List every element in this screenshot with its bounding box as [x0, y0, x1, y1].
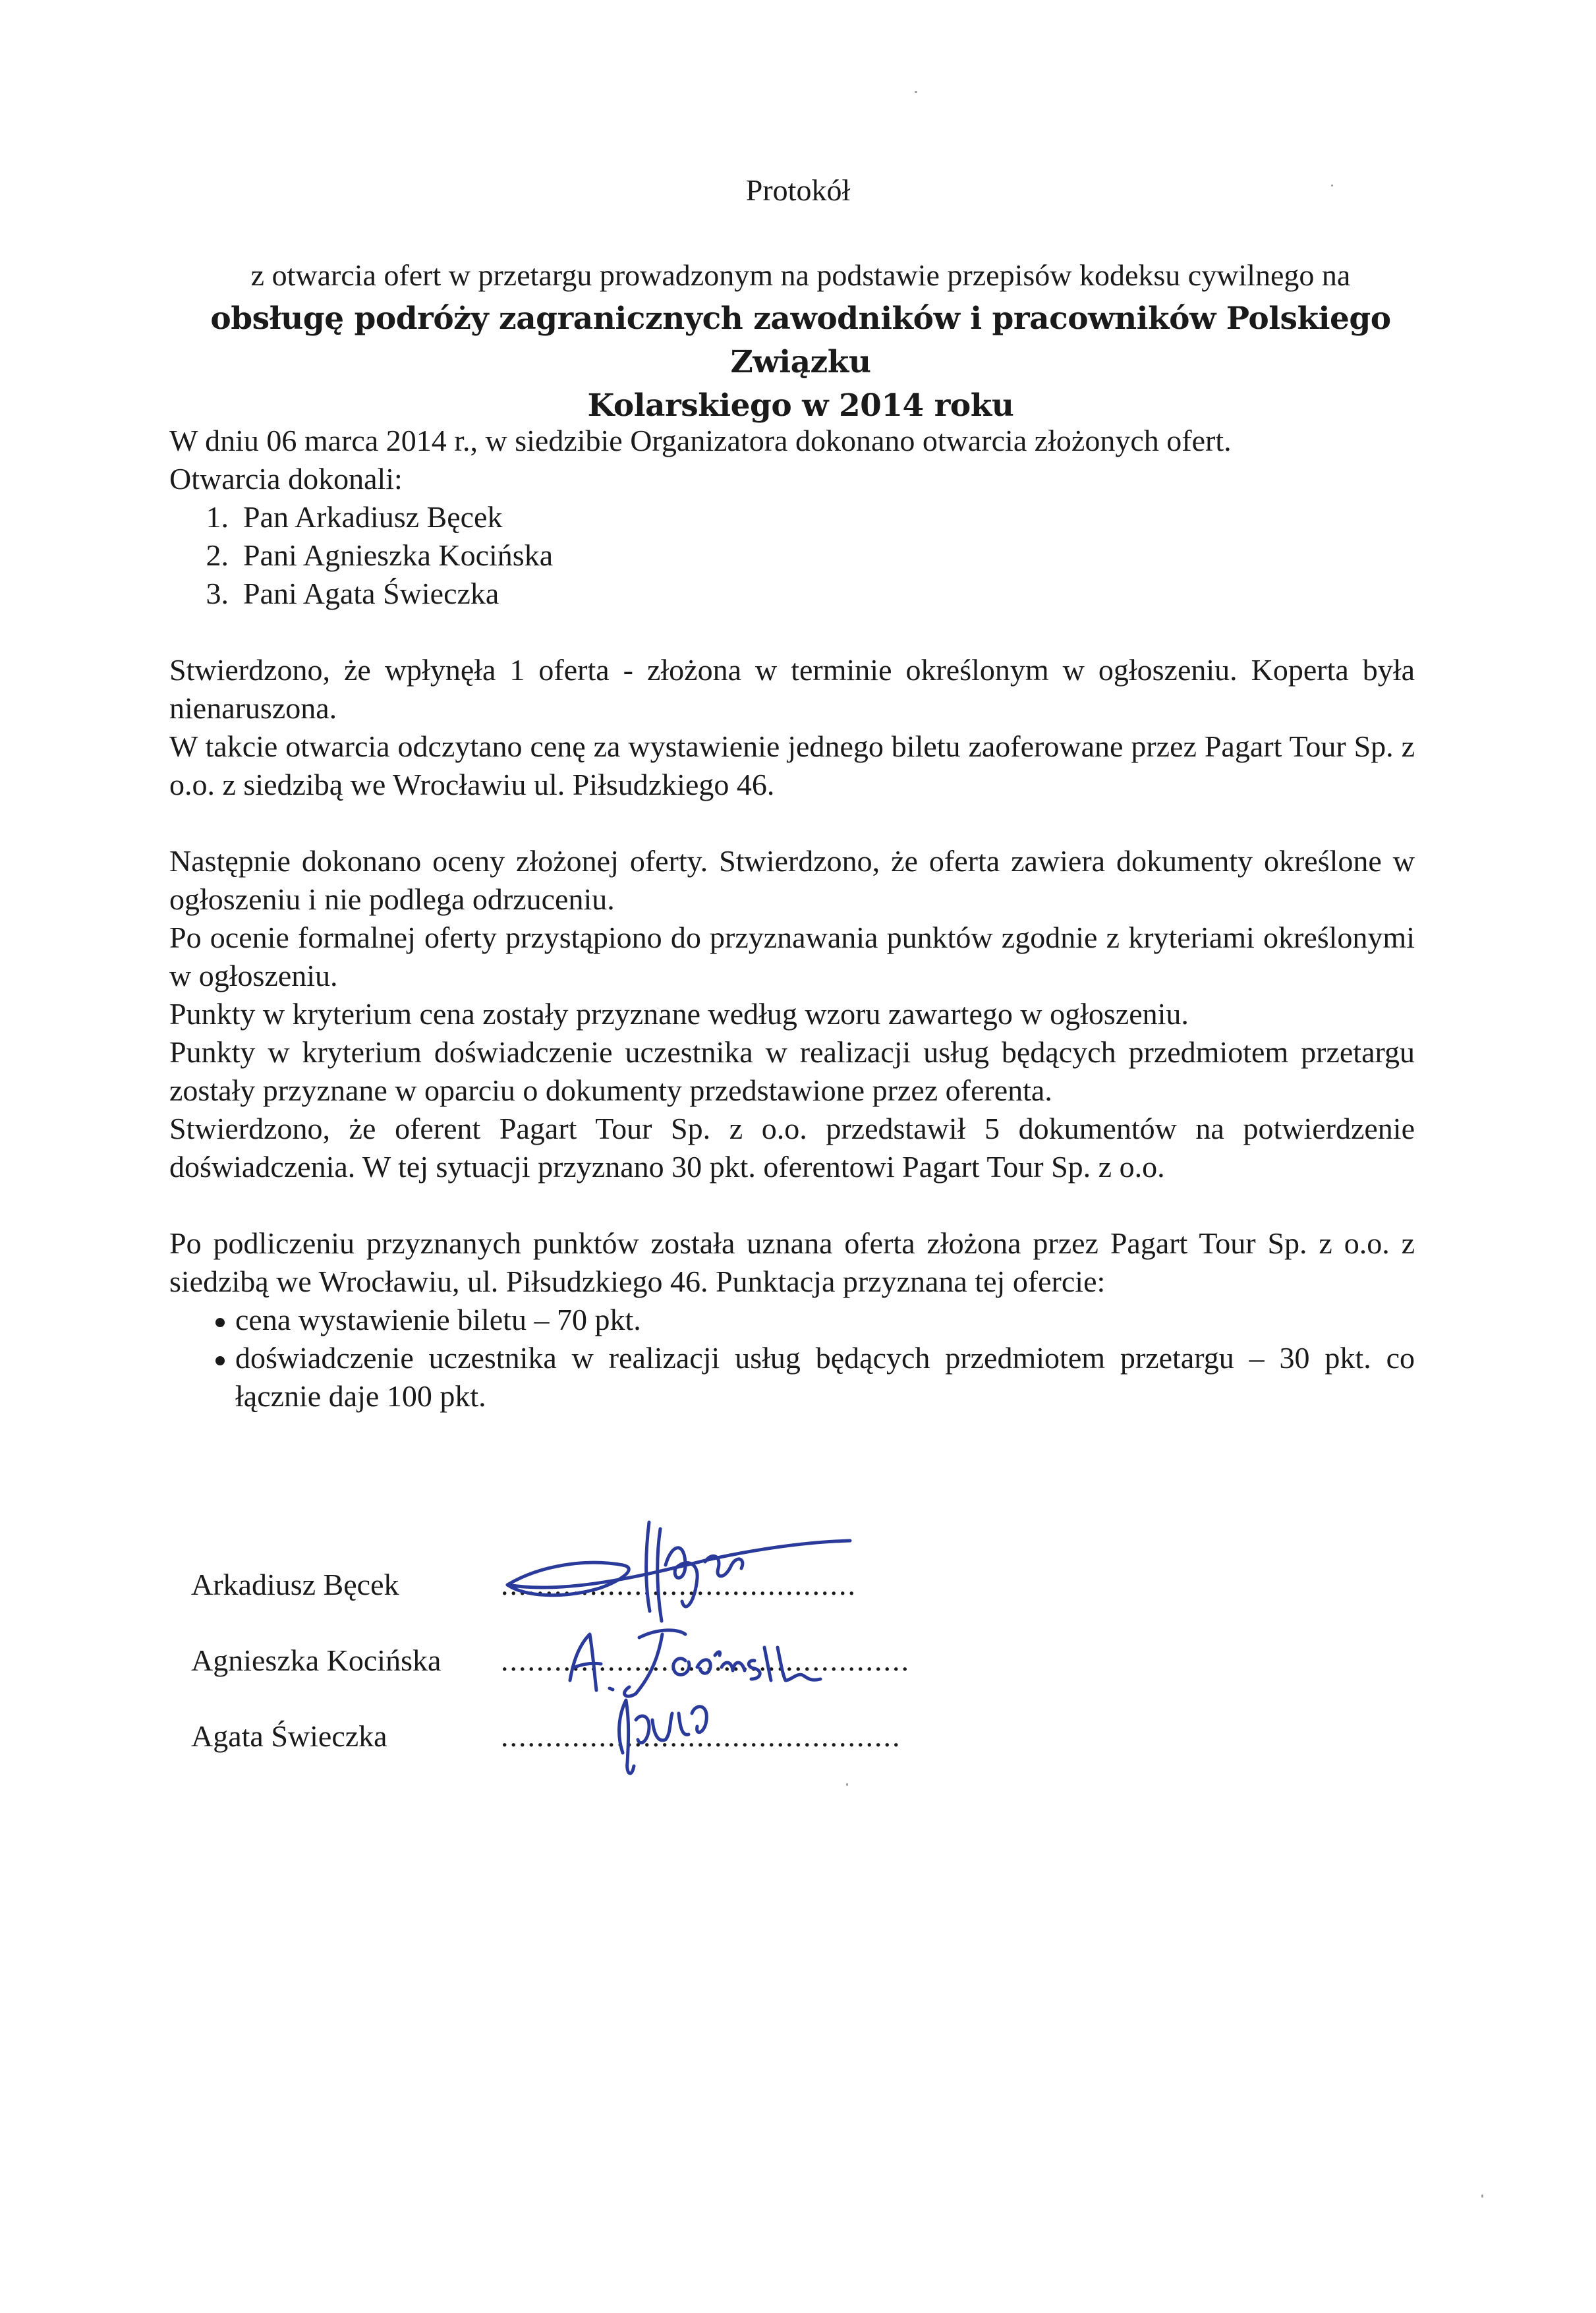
score-list [169, 1301, 1415, 1415]
signature-1-loop [507, 1562, 629, 1595]
list-item [169, 1301, 1415, 1339]
openers-list [169, 498, 1415, 613]
signature-2-initial [570, 1634, 601, 1690]
subject-bold-line-1: obsługę podróży zagranicznych zawodników i pracowników Polskiego Związku [210, 300, 1391, 380]
paragraph-summary: Po podliczeniu przyznanych punktów została uznana oferta złożona przez Pagart Tour Sp. z o.o. z siedzibą we Wrocławiu, ul. Piłsudzkiego 46. Punktacja przyznana tej ofercie: [169, 1226, 1415, 1298]
paragraph-evaluation: Następnie dokonano oceny złożonej oferty. Stwierdzono, że oferta zawiera dokumenty określone w ogłoszeniu i nie podlega odrzuceniu. [169, 844, 1415, 916]
scan-speck [846, 1783, 848, 1786]
list-item [169, 575, 1415, 613]
list-number: 1. [206, 500, 229, 534]
document-body [169, 422, 1415, 1415]
openers-heading: Otwarcia dokonali: [169, 462, 403, 496]
list-text: Pani Agnieszka Kocińska [243, 538, 554, 572]
paragraph-offer-received: Stwierdzono, że wpłynęła 1 oferta - złożona w terminie określonym w ogłoszeniu. Koperta była nienaruszona. [169, 653, 1415, 725]
bullet-icon [169, 1301, 235, 1339]
paragraph-formal-evaluation: Po ocenie formalnej oferty przystąpiono do przyznawania punktów zgodnie z kryteriami określonymi w ogłoszeniu. [169, 921, 1415, 992]
signatory-name: Agata Świeczka [191, 1719, 387, 1753]
list-text: Pani Agata Świeczka [243, 577, 499, 610]
list-item [169, 1339, 1415, 1415]
list-text: Pan Arkadiusz Bęcek [243, 500, 503, 534]
signatory-name: Agnieszka Kocińska [191, 1643, 442, 1677]
signature-dots: ........................................ [501, 1568, 857, 1601]
list-text: cena wystawienie biletu – 70 pkt. [235, 1303, 641, 1336]
list-item [169, 498, 1415, 536]
subject-bold-line-2: Kolarskiego w 2014 roku [587, 387, 1014, 424]
list-number: 3. [206, 577, 229, 610]
document-title: Protokół [745, 173, 851, 207]
paragraph-documents: Stwierdzono, że oferent Pagart Tour Sp. z o.o. przedstawił 5 dokumentów na potwierdzenie doświadczenia. W tej sytuacji przyznano 30 pkt. oferentowi Pagart Tour Sp. z o.o. [169, 1112, 1415, 1184]
scan-speck [1331, 185, 1333, 186]
scan-speck [915, 91, 917, 93]
list-number: 2. [206, 538, 229, 572]
signature-dots: .............................................. [501, 1643, 910, 1677]
signatory-name: Arkadiusz Bęcek [191, 1568, 399, 1601]
signature-dots: ............................................. [501, 1719, 901, 1753]
paragraph-price-criterion: Punkty w kryterium cena zostały przyznane według wzoru zawartego w ogłoszeniu. [169, 997, 1189, 1031]
bullet-icon [169, 1339, 235, 1415]
list-item [169, 536, 1415, 575]
paragraph-experience-criterion: Punkty w kryterium doświadczenie uczestnika w realizacji usług będących przedmiotem przetargu zostały przyznane w oparciu o dokumenty przedstawione przez oferenta. [169, 1035, 1415, 1107]
intro-line: W dniu 06 marca 2014 r., w siedzibie Organizatora dokonano otwarcia złożonych ofert. [169, 424, 1232, 457]
paragraph-price-read: W takcie otwarcia odczytano cenę za wystawienie jednego biletu zaoferowane przez Pagart Tour Sp. z o.o. z siedzibą we Wrocławiu ul. Piłsudzkiego 46. [169, 729, 1415, 801]
list-text: doświadczenie uczestnika w realizacji usług będących przedmiotem przetargu – 30 pkt. co łącznie daje 100 pkt. [235, 1341, 1415, 1413]
document-subject [185, 254, 1417, 428]
subject-line: z otwarcia ofert w przetargu prowadzonym na podstawie przepisów kodeksu cywilnego na [250, 258, 1351, 292]
handwritten-signature-image [488, 1502, 883, 1786]
scan-speck [1481, 2194, 1483, 2198]
